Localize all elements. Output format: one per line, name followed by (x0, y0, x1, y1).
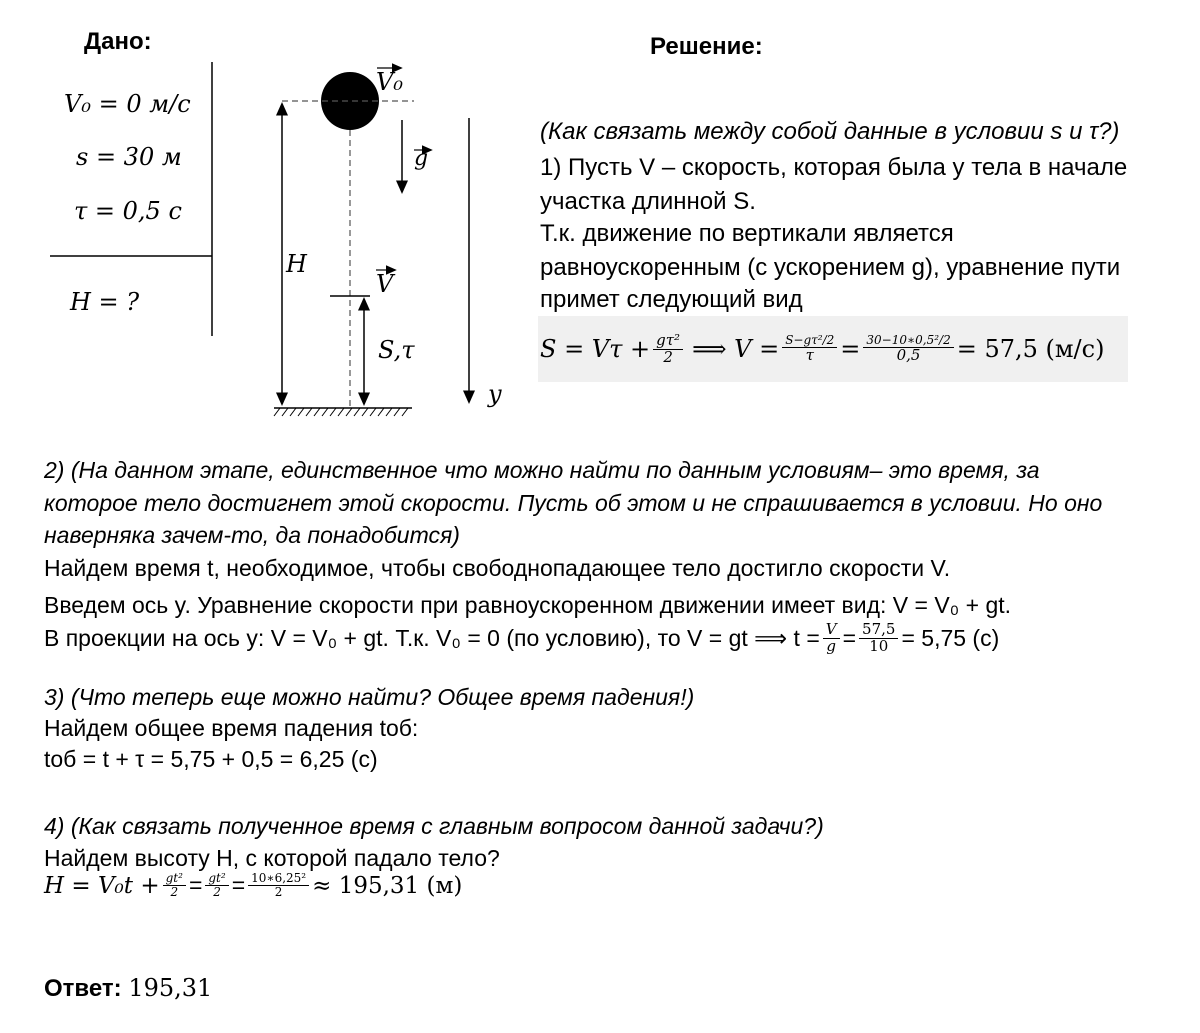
step4-formula-result: ≈ 195,31 (м) (312, 872, 463, 899)
step2-line-3a: В проекции на ось y: V = V₀ + gt. Т.к. V₀ = 0 (по условию), то V = gt ⟹ t = (44, 624, 820, 651)
given-unknown: H = ? (70, 288, 140, 316)
label-g: g (414, 146, 429, 171)
formula-1-impl: ⟹ V = (692, 335, 780, 363)
given-title: Дано: (84, 28, 152, 55)
solution-title: Решение: (650, 33, 763, 60)
given-s: s = 30 м (76, 143, 182, 171)
label-v0: V₀ (376, 68, 403, 96)
ground-hatching (274, 408, 408, 416)
solution-p1a: 1) Пусть V – скорость, которая была у тела в начале (540, 154, 1128, 181)
step2-line-3b: = 5,75 (с) (901, 624, 1000, 651)
step2-frac-b-num: 57,5 (859, 622, 898, 639)
step4-frac-a-num: gt² (163, 872, 186, 886)
step4-frac-c-num: 10∗6,25² (248, 872, 309, 886)
formula-1-result: = 57,5 (м/с) (956, 335, 1105, 363)
formula-1-frac-a (653, 330, 683, 366)
step2-line-2: Введем ось y. Уравнение скорости при равноускоренном движении имеет вид: V = V₀ + gt. (44, 592, 1012, 618)
solution-p1b: участка длинной S. (540, 188, 756, 215)
step2-question-1: 2) (На данном этапе, единственное что можно найти по данным условиям– это время, за (44, 457, 1040, 483)
answer-value: 195,31 (128, 974, 213, 1002)
formula-1-frac-c (863, 334, 953, 363)
step4-line-1: Найдем высоту H, с которой падало тело? (44, 845, 500, 871)
step2-frac-b (859, 622, 898, 655)
given-v0: V₀ = 0 м/с (64, 90, 191, 118)
answer (44, 974, 212, 1003)
answer-label: Ответ: (44, 975, 122, 1002)
step4-question: 4) (Как связать полученное время с главным вопросом данной задачи?) (44, 813, 824, 839)
label-s-tau: S,τ (378, 336, 415, 364)
solution-p1e: примет следующий вид (540, 286, 803, 313)
formula-1-lhs: S = Vτ + (540, 335, 651, 363)
formula-1-eq: = (840, 335, 861, 363)
step3-line-1: Найдем общее время падения tоб: (44, 715, 419, 741)
step4-frac-a (163, 872, 186, 898)
step4-frac-c (248, 872, 309, 898)
formula-1-frac-c-den: 0,5 (896, 345, 921, 364)
solution-p1c: Т.к. движение по вертикали является (540, 220, 954, 247)
formula-1-frac-c-num: 30−10∗0,5²/2 (863, 334, 953, 348)
step4-formula: H = V₀t + $\frac{\text{gt²}}{2}$ = $\frac{\text{gt²}}{2}$ = $\frac{\text{10∗6,25²}}{2}$ ≈ 195,31 (м) (44, 871, 463, 899)
step3-line-2: tоб = t + τ = 5,75 + 0,5 = 6,25 (с) (44, 746, 378, 772)
step2-frac-a (823, 622, 840, 655)
formula-1-frac-a-num: gτ² (653, 333, 683, 350)
formula-1-frac-b-den: τ (805, 345, 814, 364)
step4-frac-a-den: 2 (170, 885, 179, 899)
formula-1-frac-b-num: S−gτ²/2 (782, 334, 837, 348)
label-v: V (376, 270, 394, 298)
step2-line-3: В проекции на ось y: V = V₀ + gt. Т.к. V₀ = 0 (по условию), то V = gt ⟹ t = $\frac{V}{g}$ = $\frac{57,5}{10}$ = 5,75 (с) (44, 620, 1000, 655)
step4-frac-b-num: gt² (205, 872, 228, 886)
step4-formula-lhs: H = V₀t + (44, 872, 160, 899)
step2-question-3: наверняка зачем-то, да понадобится) (44, 522, 460, 548)
ball (321, 72, 379, 130)
step4-frac-c-den: 2 (274, 885, 283, 899)
formula-1-frac-b (782, 334, 837, 363)
given-tau: τ = 0,5 с (74, 197, 182, 225)
label-h: H (286, 250, 307, 278)
step2-line-1: Найдем время t, необходимое, чтобы свободнопадающее тело достигло скорости V. (44, 555, 951, 581)
formula-1 (538, 316, 1128, 382)
step4-frac-b (205, 872, 228, 898)
step4-frac-b-den: 2 (213, 885, 221, 899)
step2-frac-b-den: 10 (869, 636, 889, 655)
step2-question-2: которое тело достигнет этой скорости. Пусть об этом и не спрашивается в условии. Но оно (44, 490, 1103, 516)
formula-1-frac-a-den: 2 (663, 347, 673, 366)
solution-p1d: равноускоренным (с ускорением g), уравнение пути (540, 254, 1121, 281)
solution-question-1: (Как связать между собой данные в условии s и τ?) (540, 118, 1120, 145)
label-y: y (488, 380, 502, 408)
step3-question: 3) (Что теперь еще можно найти? Общее время падения!) (44, 684, 695, 710)
step2-frac-a-num: V (823, 622, 840, 639)
step2-frac-a-den: g (826, 636, 836, 655)
